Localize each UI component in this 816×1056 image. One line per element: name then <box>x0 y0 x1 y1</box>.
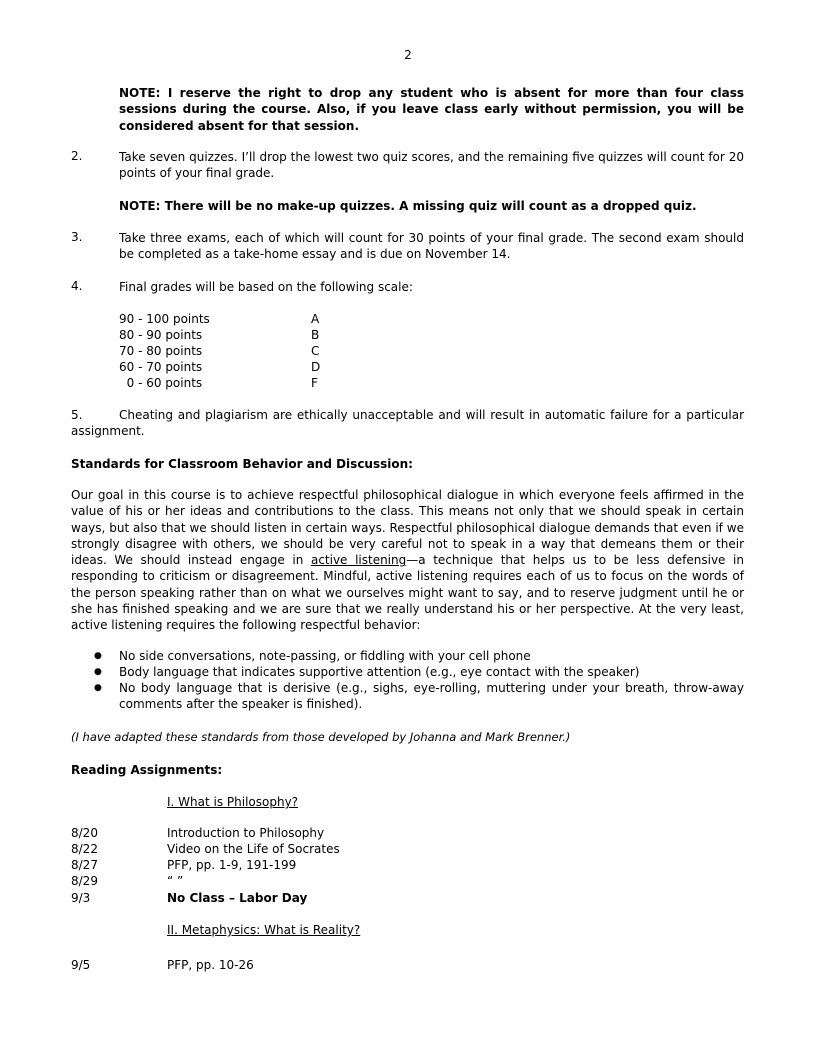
grade-range: 0 - 60 points <box>119 376 203 390</box>
item-number: 4. <box>71 279 83 293</box>
item-exams: Take three exams, each of which will count for 30 points of your final grade. The second exam should be completed as a take-home essay and is due on November 14. <box>119 231 744 262</box>
item-quizzes: Take seven quizzes. I’ll drop the lowest two quiz scores, and the remaining five quizzes will count for 20 points of your final grade. <box>119 150 744 181</box>
schedule-reading: Introduction to Philosophy <box>167 826 325 840</box>
standards-heading: Standards for Classroom Behavior and Discussion: <box>71 457 413 471</box>
grade-letter: A <box>311 312 320 326</box>
item-grading: Final grades will be based on the following scale: <box>119 280 413 294</box>
grade-letter: B <box>311 328 320 342</box>
list-item: No side conversations, note-passing, or fiddling with your cell phone <box>119 649 531 663</box>
schedule-date: 8/27 <box>71 858 98 872</box>
schedule-reading: PFP, pp. 1-9, 191-199 <box>167 858 297 872</box>
schedule-date: 9/3 <box>71 891 91 905</box>
schedule-date: 8/20 <box>71 826 98 840</box>
item-cheating-text: Cheating and plagiarism are ethically unacceptable and will result in automatic failure for a particular assignment. <box>71 408 744 439</box>
schedule-reading: “ ” <box>167 874 184 888</box>
active-listening-term: active listening <box>310 553 407 568</box>
grade-letter: C <box>311 344 320 358</box>
item-number: 3. <box>71 230 83 244</box>
list-item: No body language that is derisive (e.g., sighs, eye-rolling, muttering under your breath, throw-away comments after the speaker is finished). <box>119 681 744 712</box>
grade-range: 80 - 90 points <box>119 328 203 342</box>
list-item: Body language that indicates supportive attention (e.g., eye contact with the speaker) <box>119 665 640 679</box>
quiz-note: NOTE: There will be no make-up quizzes. A missing quiz will count as a dropped quiz. <box>119 199 697 213</box>
bullet-icon: ● <box>94 651 102 661</box>
absence-note: NOTE: I reserve the right to drop any student who is absent for more than four class sessions during the course. Also, if you leave class early without permission, you will be considered absent for that session. <box>119 86 744 133</box>
grade-range: 90 - 100 points <box>119 312 210 326</box>
grade-letter: D <box>311 360 321 374</box>
page-number: 2 <box>404 48 412 62</box>
schedule-date: 8/22 <box>71 842 98 856</box>
item-cheating <box>71 407 744 440</box>
grade-range: 70 - 80 points <box>119 344 203 358</box>
section-title: II. Metaphysics: What is Reality? <box>167 923 361 937</box>
bullet-icon: ● <box>94 683 102 693</box>
standards-text: Our goal in this course is to achieve respectful philosophical dialogue in which everyone feels affirmed in the value of his or her ideas and contributions to the class. This means not only that we should speak in certain ways, but also that we should listen in certain ways. Respectful philosophical dialogue demands that even if we strongly disagree with others, we should be very careful not to speak in a way that demeans them or their ideas. We should instead engage in <box>71 488 744 568</box>
section-title: I. What is Philosophy? <box>167 795 299 809</box>
item-number: 5. <box>71 408 83 422</box>
schedule-reading: No Class – Labor Day <box>167 891 308 905</box>
schedule-date: 8/29 <box>71 874 98 888</box>
grade-range: 60 - 70 points <box>119 360 203 374</box>
schedule-date: 9/5 <box>71 958 91 972</box>
schedule-reading: Video on the Life of Socrates <box>167 842 340 856</box>
item-number: 2. <box>71 149 83 163</box>
adapted-note: (I have adapted these standards from those developed by Johanna and Mark Brenner.) <box>71 730 571 744</box>
standards-text: —a technique that helps us to be less defensive in responding to criticism or disagreement. Mindful, active listening requires each of us to focus on the words of the person speaking rather than on what we ourselves might want to say, and to reserve judgment until he or she has finished speaking and we are sure that we really understand his or her perspective. At the very least, active listening requires the following respectful behavior: <box>71 553 744 633</box>
standards-paragraph <box>71 487 744 634</box>
schedule-reading: PFP, pp. 10-26 <box>167 958 254 972</box>
grade-letter: F <box>311 376 318 390</box>
bullet-icon: ● <box>94 667 102 677</box>
reading-heading: Reading Assignments: <box>71 763 223 777</box>
